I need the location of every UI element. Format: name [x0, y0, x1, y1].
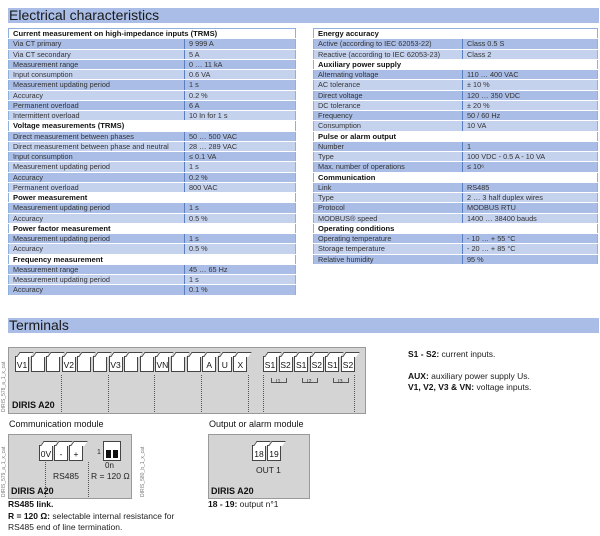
terminal-cell	[93, 356, 107, 372]
row-label: Storage temperature	[314, 244, 463, 254]
terminal-cell: V2	[62, 356, 76, 372]
divider	[108, 375, 109, 412]
table-section-header	[314, 172, 598, 182]
row-label: Protocol	[314, 203, 463, 213]
row-label: Direct voltage	[314, 90, 463, 100]
terminal-19: 19	[267, 445, 281, 461]
row-value: 0.2 %	[185, 90, 296, 100]
row-label: Accuracy	[9, 213, 185, 223]
divider	[88, 462, 89, 497]
row-label: Measurement updating period	[9, 234, 185, 244]
row-value: 1 s	[185, 80, 296, 90]
row-value: 10 VA	[463, 121, 598, 131]
table-section-header	[314, 223, 598, 233]
table-row	[314, 182, 598, 192]
current-terminal-cell: S2	[279, 356, 293, 372]
row-label: MODBUS® speed	[314, 213, 463, 223]
row-value: 50 / 60 Hz	[463, 111, 598, 121]
row-value: 6 A	[185, 100, 296, 110]
note-voltage: V1, V2, V3 & VN: voltage inputs.	[408, 382, 532, 392]
device-label: DIRIS A20	[12, 400, 55, 410]
main-terminal-diagram	[8, 347, 366, 414]
table-row	[314, 162, 598, 172]
row-label: Measurement range	[9, 264, 185, 274]
table-section-header	[9, 254, 296, 264]
electrical-characteristics-title: Electrical characteristics	[8, 8, 599, 23]
table-row	[9, 244, 296, 254]
row-label: Frequency	[314, 111, 463, 121]
note-termination: RS485 end of line termination.	[8, 522, 123, 532]
figure-ref: DIRIS_578_a_1_x_cat	[1, 361, 7, 412]
row-value: RS485	[463, 182, 598, 192]
section-header-label: Operating conditions	[314, 223, 598, 233]
current-terminal-cell: S2	[341, 356, 355, 372]
section-header-label: Energy accuracy	[314, 29, 598, 39]
table-row	[9, 80, 296, 90]
row-label: Type	[314, 152, 463, 162]
out-label: OUT 1	[256, 465, 281, 475]
row-label: Permanent overload	[9, 100, 185, 110]
row-label: Input consumption	[9, 70, 185, 80]
terminal-cell	[77, 356, 91, 372]
row-label: Measurement updating period	[9, 275, 185, 285]
terminal-cell: X	[233, 356, 247, 372]
row-label: AC tolerance	[314, 80, 463, 90]
table-section-header	[9, 193, 296, 203]
current-terminal-cell: S1	[294, 356, 308, 372]
row-value: 0.1 %	[185, 285, 296, 295]
table-section-header	[314, 131, 598, 141]
row-label: Intermittent overload	[9, 111, 185, 121]
right-spec-table	[313, 28, 598, 265]
table-row	[314, 141, 598, 151]
switch-number: 1	[97, 449, 101, 456]
table-section-header	[314, 29, 598, 39]
row-value: Class 2	[463, 49, 598, 59]
section-header-label: Pulse or alarm output	[314, 131, 598, 141]
table-row	[314, 39, 598, 49]
dip-switch-icon	[103, 441, 121, 461]
table-row	[314, 193, 598, 203]
terminal-cell	[31, 356, 45, 372]
left-spec-table	[8, 28, 296, 296]
table-row	[9, 39, 296, 49]
terminal-cell: V3	[109, 356, 123, 372]
row-label: Consumption	[314, 121, 463, 131]
divider	[263, 375, 264, 412]
current-label-i2: I2	[307, 379, 312, 385]
current-terminal-cell: S2	[310, 356, 324, 372]
row-label: Active (according to IEC 62053-22)	[314, 39, 463, 49]
terminal-cell	[171, 356, 185, 372]
section-header-label: Frequency measurement	[9, 254, 296, 264]
section-header-label: Power measurement	[9, 193, 296, 203]
table-row	[9, 234, 296, 244]
row-value: ≤ 10⁶	[463, 162, 598, 172]
terminal-0v: 0V	[39, 445, 53, 461]
row-value: 1 s	[185, 234, 296, 244]
note-aux: AUX: auxiliary power supply Us.	[408, 371, 530, 381]
row-value: 100 VDC - 0.5 A - 10 VA	[463, 152, 598, 162]
table-row	[314, 203, 598, 213]
row-value: 0.5 %	[185, 244, 296, 254]
table-row	[314, 234, 598, 244]
terminal-cell	[124, 356, 138, 372]
divider	[248, 375, 249, 412]
switch-on-label: 0n	[105, 461, 114, 470]
row-label: Alternating voltage	[314, 70, 463, 80]
table-row	[314, 213, 598, 223]
section-header-label: Auxiliary power supply	[314, 59, 598, 69]
section-header-label: Power factor measurement	[9, 223, 296, 233]
divider	[154, 375, 155, 412]
row-value: 110 … 400 VAC	[463, 70, 598, 80]
row-label: Direct measurement between phase and neutral	[9, 141, 185, 151]
row-label: Type	[314, 193, 463, 203]
row-label: Measurement updating period	[9, 162, 185, 172]
row-value: 120 … 350 VDC	[463, 90, 598, 100]
table-row	[9, 131, 296, 141]
row-label: Reactive (according to IEC 62053-23)	[314, 49, 463, 59]
table-row	[314, 152, 598, 162]
row-value: 800 VAC	[185, 182, 296, 192]
row-value: 28 … 289 VAC	[185, 141, 296, 151]
table-section-header	[9, 223, 296, 233]
section-header-label: Communication	[314, 172, 598, 182]
terminal-cell	[187, 356, 201, 372]
table-row	[314, 70, 598, 80]
table-section-header	[9, 29, 296, 39]
terminal-cell: VN	[155, 356, 169, 372]
terminal-cell: U	[218, 356, 232, 372]
terminal-cell: V1	[15, 356, 29, 372]
row-label: Via CT secondary	[9, 49, 185, 59]
row-label: Accuracy	[9, 172, 185, 182]
terminals-title: Terminals	[8, 318, 599, 333]
note-resistance: R = 120 Ω: selectable internal resistance for	[8, 511, 175, 521]
divider	[201, 375, 202, 412]
row-value: 1 s	[185, 203, 296, 213]
table-row	[9, 162, 296, 172]
row-value: - 10 … + 55 °C	[463, 234, 598, 244]
table-row	[9, 59, 296, 69]
device-label: DIRIS A20	[11, 486, 54, 496]
row-value: 0.5 %	[185, 213, 296, 223]
row-label: Max. number of operations	[314, 162, 463, 172]
row-label: Input consumption	[9, 152, 185, 162]
row-label: Operating temperature	[314, 234, 463, 244]
row-label: DC tolerance	[314, 100, 463, 110]
comm-module-diagram	[8, 434, 132, 499]
table-row	[9, 152, 296, 162]
table-row	[9, 172, 296, 182]
terminal-cell	[46, 356, 60, 372]
device-label: DIRIS A20	[211, 486, 254, 496]
rs485-label: RS485	[53, 471, 79, 481]
table-row	[9, 70, 296, 80]
table-row	[9, 264, 296, 274]
comm-module-title: Communication module	[9, 419, 104, 429]
table-row	[9, 111, 296, 121]
current-label-i3: I3	[338, 379, 343, 385]
resistance-label: R = 120 Ω	[91, 471, 130, 481]
terminal-plus: +	[69, 445, 83, 461]
row-value: 1400 … 38400 bauds	[463, 213, 598, 223]
row-label: Relative humidity	[314, 254, 463, 264]
row-value: 0.6 VA	[185, 70, 296, 80]
table-row	[314, 244, 598, 254]
row-value: 5 A	[185, 49, 296, 59]
table-row	[314, 90, 598, 100]
row-value: ± 10 %	[463, 80, 598, 90]
row-value: 10 In for 1 s	[185, 111, 296, 121]
row-value: MODBUS RTU	[463, 203, 598, 213]
table-section-header	[314, 59, 598, 69]
terminal-cell: A	[202, 356, 216, 372]
row-value: ≤ 0.1 VA	[185, 152, 296, 162]
divider	[61, 375, 62, 412]
row-label: Via CT primary	[9, 39, 185, 49]
table-row	[9, 203, 296, 213]
table-row	[314, 49, 598, 59]
table-row	[9, 90, 296, 100]
row-value: ± 20 %	[463, 100, 598, 110]
row-value: 1	[463, 141, 598, 151]
table-row	[9, 182, 296, 192]
row-label: Accuracy	[9, 285, 185, 295]
table-row	[314, 80, 598, 90]
section-header-label: Current measurement on high-impedance inputs (TRMS)	[9, 29, 296, 39]
table-row	[9, 100, 296, 110]
table-row	[314, 100, 598, 110]
row-value: Class 0.5 S	[463, 39, 598, 49]
divider	[354, 375, 355, 412]
table-row	[9, 49, 296, 59]
row-value: 45 … 65 Hz	[185, 264, 296, 274]
row-value: 0.2 %	[185, 172, 296, 182]
table-row	[9, 213, 296, 223]
figure-ref: DIRIS_580_b_1_x_cat	[140, 446, 146, 497]
figure-ref: DIRIS_579_a_1_x_cat	[1, 446, 7, 497]
table-row	[9, 285, 296, 295]
table-row	[314, 111, 598, 121]
section-header-label: Voltage measurements (TRMS)	[9, 121, 296, 131]
row-value: 2 … 3 half duplex wires	[463, 193, 598, 203]
table-row	[9, 275, 296, 285]
table-row	[314, 121, 598, 131]
row-value: 1 s	[185, 275, 296, 285]
table-row	[9, 141, 296, 151]
row-value: 9 999 A	[185, 39, 296, 49]
row-value: - 20 … + 85 °C	[463, 244, 598, 254]
note-s1-s2: S1 - S2: current inputs.	[408, 349, 496, 359]
output-module-title: Output or alarm module	[209, 419, 304, 429]
row-label: Permanent overload	[9, 182, 185, 192]
output-module-diagram	[208, 434, 310, 499]
table-section-header	[9, 121, 296, 131]
row-label: Accuracy	[9, 244, 185, 254]
row-label: Link	[314, 182, 463, 192]
row-label: Measurement updating period	[9, 203, 185, 213]
row-value: 50 … 500 VAC	[185, 131, 296, 141]
terminal-18: 18	[252, 445, 266, 461]
row-label: Accuracy	[9, 90, 185, 100]
terminal-cell	[140, 356, 154, 372]
row-label: Direct measurement between phases	[9, 131, 185, 141]
row-value: 1 s	[185, 162, 296, 172]
row-label: Number	[314, 141, 463, 151]
current-terminal-cell: S1	[263, 356, 277, 372]
current-label-i1: I1	[276, 379, 281, 385]
row-value: 0 … 11 kA	[185, 59, 296, 69]
terminal-minus: -	[54, 445, 68, 461]
table-row	[314, 254, 598, 264]
current-terminal-cell: S1	[325, 356, 339, 372]
note-output: 18 - 19: output n°1	[208, 499, 279, 509]
note-rs485: RS485 link.	[8, 499, 54, 509]
row-label: Measurement updating period	[9, 80, 185, 90]
row-value: 95 %	[463, 254, 598, 264]
row-label: Measurement range	[9, 59, 185, 69]
